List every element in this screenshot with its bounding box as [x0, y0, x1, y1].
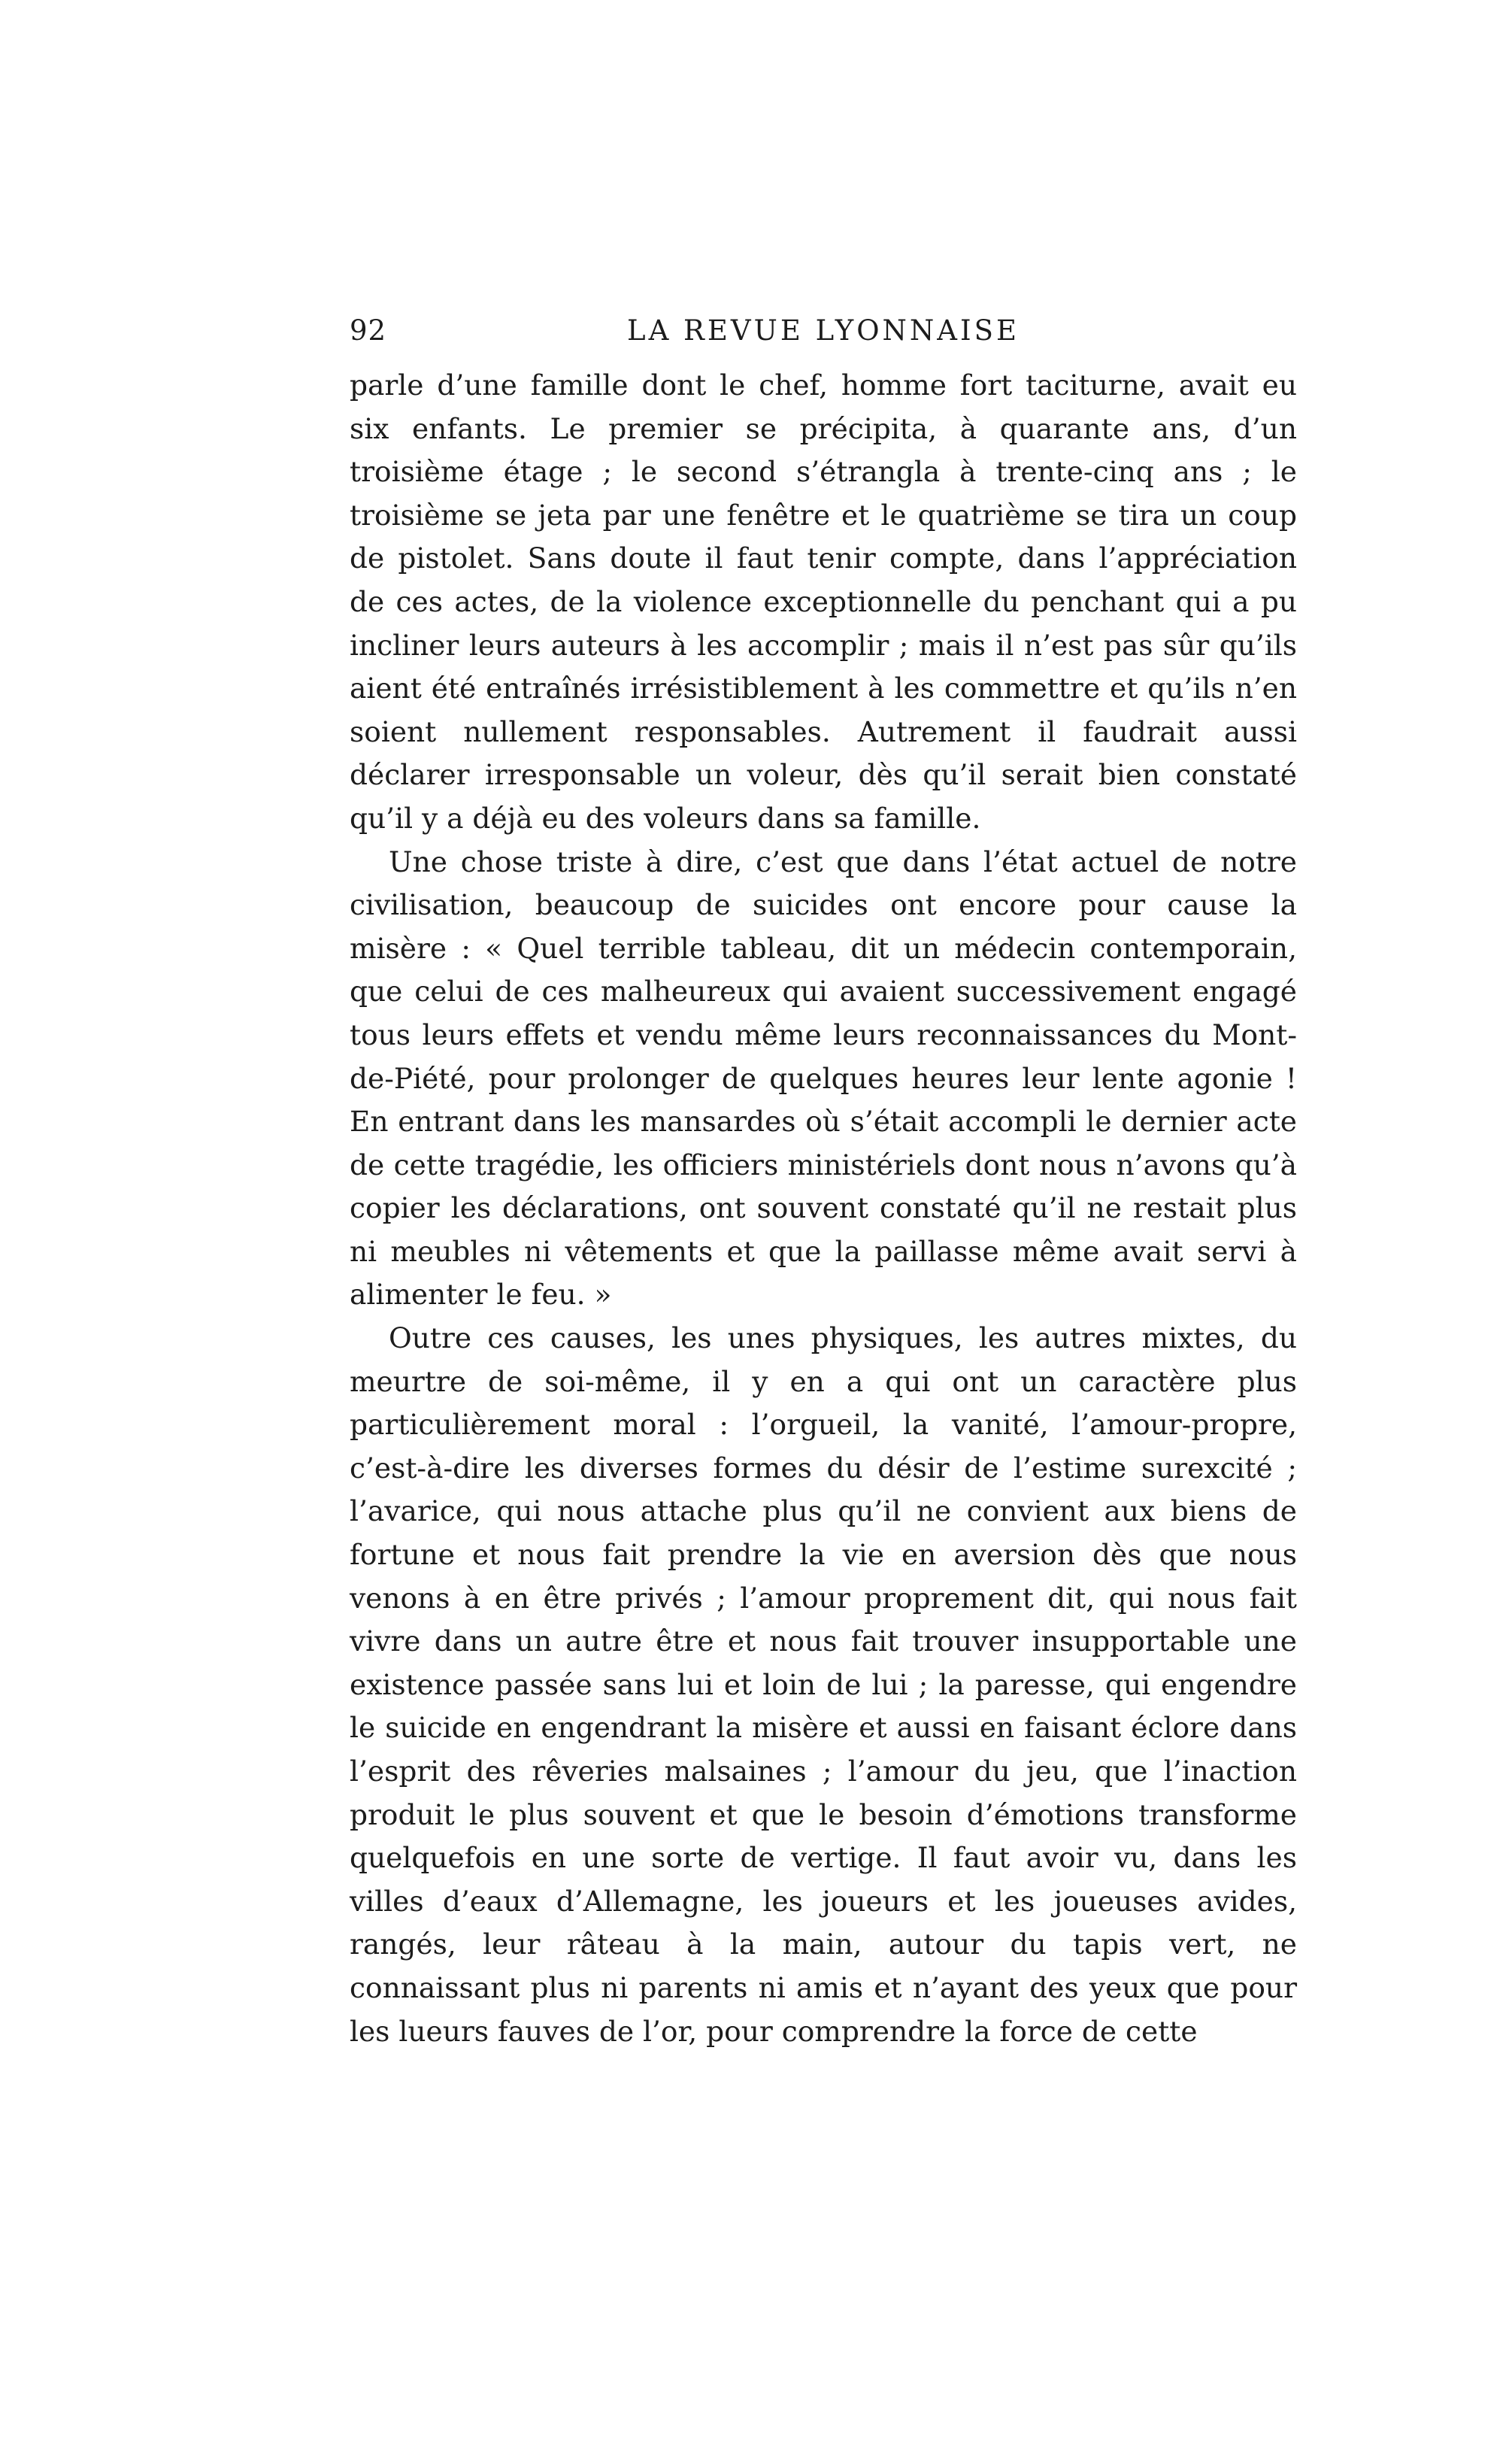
paragraph: parle d’une famille dont le chef, homme fort taciturne, avait eu six enfants. Le premier se précipita, à quarante ans, d’un troisième étage ; le second s’étrangla à trente-cinq ans ; le troisième se jeta par une fenêtre et le quatrième se tira un coup de pistolet. Sans doute il faut tenir compte, dans l’appréciation de ces actes, de la violence exceptionnelle du penchant qui a pu incliner leurs auteurs à les accomplir ; mais il n’est pas sûr qu’ils aient été entraînés irrésistiblement à les commettre et qu’ils n’en soient nullement responsables. Autrement il faudrait aussi déclarer irresponsable un voleur, dès qu’il serait bien constaté qu’il y a déjà eu des voleurs dans sa famille.: [350, 369, 1297, 835]
page-header: [350, 314, 1297, 359]
page-number: 92: [350, 314, 387, 347]
paragraph: Outre ces causes, les unes physiques, les autres mixtes, du meurtre de soi-même, il y en a qui ont un caractère plus particulièrement moral : l’orgueil, la vanité, l’amour-propre, c’est-à-dire les diverses formes du désir de l’estime surexcité ; l’avarice, qui nous attache plus qu’il ne convient aux biens de fortune et nous fait prendre la vie en aversion dès que nous venons à en être privés ; l’amour proprement dit, qui nous fait vivre dans un autre être et nous fait trouver insupportable une existence passée sans lui et loin de lui ; la paresse, qui engendre le suicide en engendrant la misère et aussi en faisant éclore dans l’esprit des rêveries malsaines ; l’amour du jeu, que l’inaction produit le plus souvent et que le besoin d’émotions transforme quelquefois en une sorte de vertige. Il faut avoir vu, dans les villes d’eaux d’Allemagne, les joueurs et les joueuses avides, rangés, leur râteau à la main, autour du tapis vert, ne connaissant plus ni parents ni amis et n’ayant des yeux que pour les lueurs fauves de l’or, pour comprendre la force de cette: [350, 1321, 1297, 2048]
paragraph: Une chose triste à dire, c’est que dans l’état actuel de notre civilisation, beaucoup de suicides ont encore pour cause la misère : « Quel terrible tableau, dit un médecin contemporain, que celui de ces malheureux qui avaient successivement engagé tous leurs effets et vendu même leurs reconnaissances du Mont-de-Piété, pour prolonger de quelques heures leur lente agonie ! En entrant dans les mansardes où s’était accompli le dernier acte de cette tragédie, les officiers ministériels dont nous n’avons qu’à copier les déclarations, ont souvent constaté qu’il ne restait plus ni meubles ni vêtements et que la paillasse même avait servi à alimenter le feu. »: [350, 845, 1297, 1312]
body-text: [350, 364, 1297, 2053]
running-title: LA REVUE LYONNAISE: [627, 314, 1020, 347]
